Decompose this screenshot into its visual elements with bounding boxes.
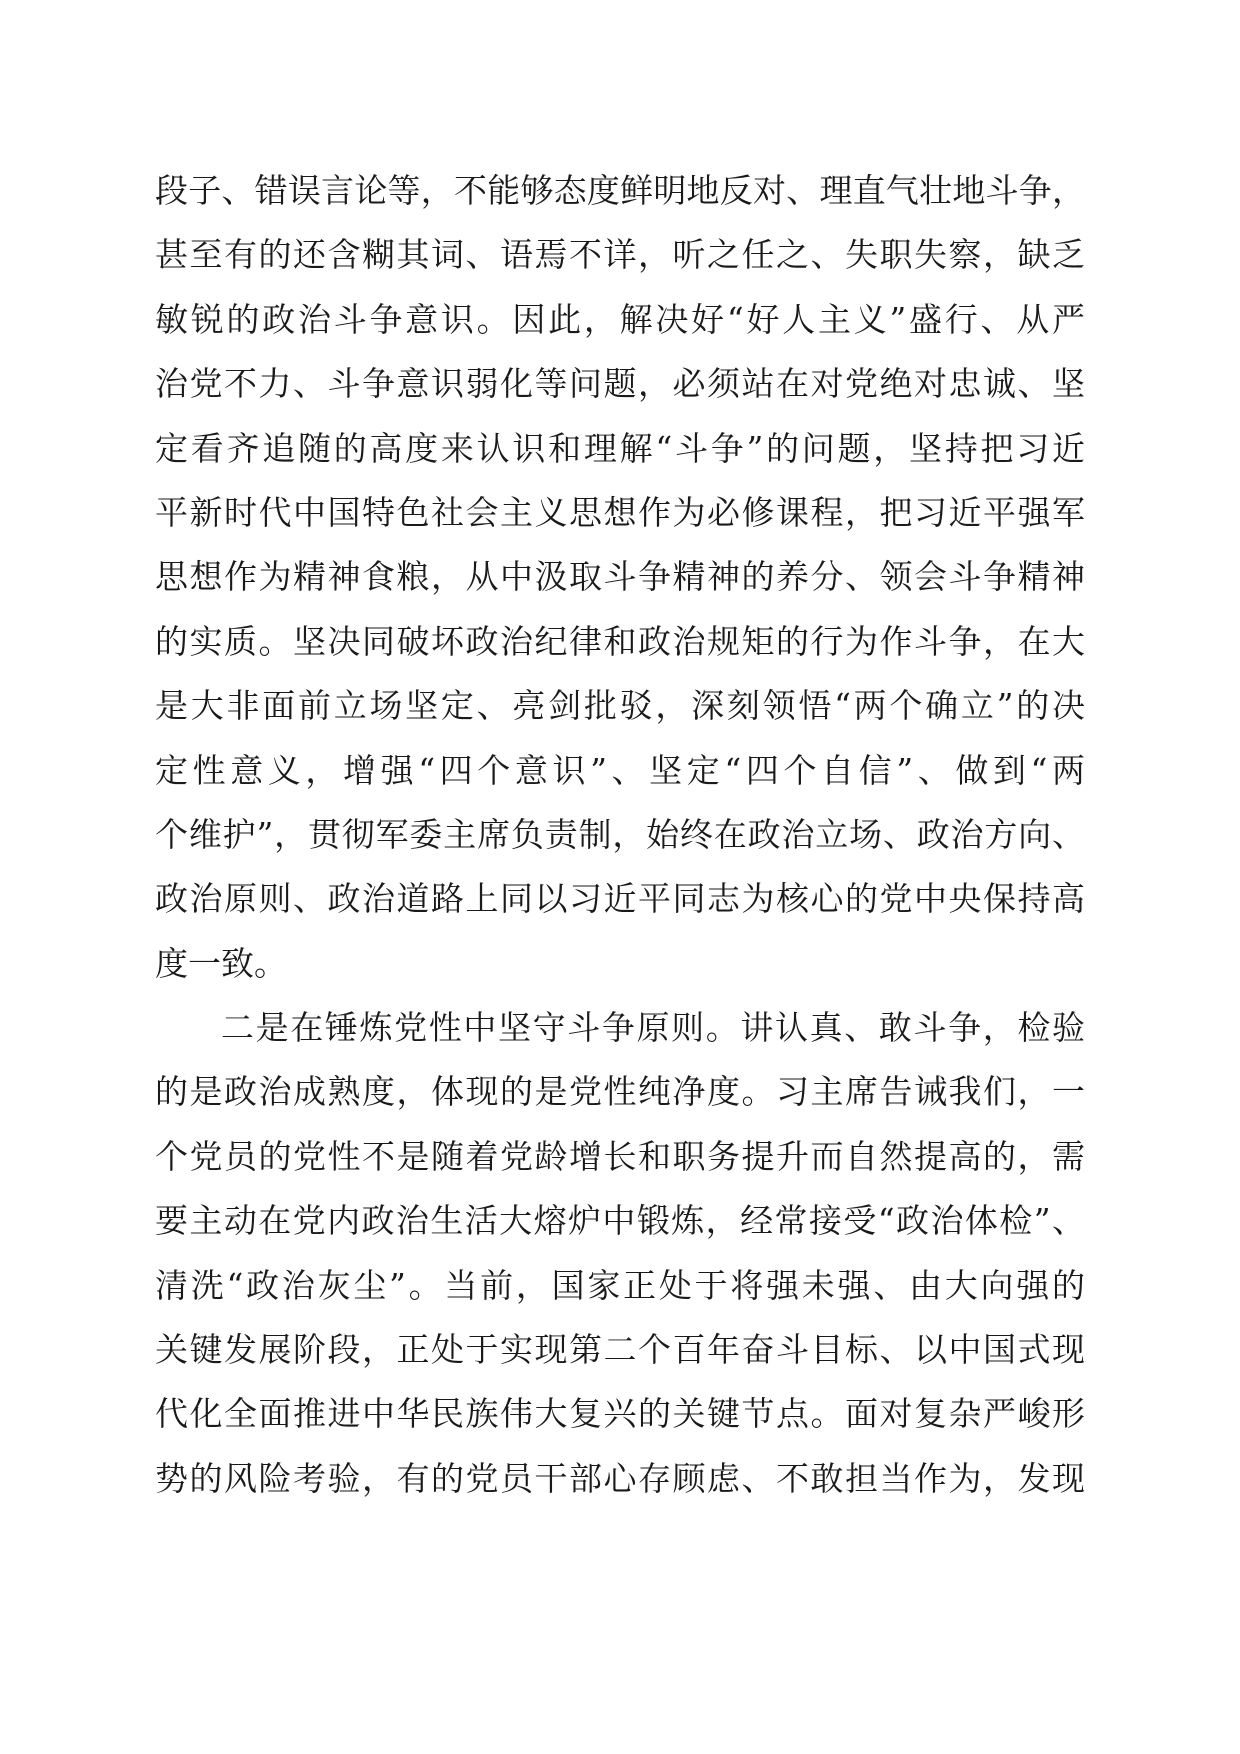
text-line: 段子、错误言论等，不能够态度鲜明地反对、理直气壮地斗争， [155, 171, 1085, 210]
text-line: 定看齐追随的高度来认识和理解“斗争”的问题，坚持把习近 [155, 428, 1085, 468]
text-line: 清洗“政治灰尘”。当前，国家正处于将强未强、由大向强的 [155, 1265, 1085, 1305]
body-text [155, 159, 1085, 1511]
text-line: 度一致。 [155, 943, 287, 983]
text-line: 平新时代中国特色社会主义思想作为必修课程，把习近平强军 [155, 492, 1085, 532]
text-line: 政治原则、政治道路上同以习近平同志为核心的党中央保持高 [155, 879, 1085, 919]
text-line: 是大非面前立场坚定、亮剑批驳，深刻领悟“两个确立”的决 [155, 686, 1085, 726]
text-line: 的实质。坚决同破坏政治纪律和政治规矩的行为作斗争，在大 [155, 621, 1085, 661]
text-line: 思想作为精神食粮，从中汲取斗争精神的养分、领会斗争精神 [155, 557, 1085, 597]
text-line: 个党员的党性不是随着党龄增长和职务提升而自然提高的，需 [155, 1136, 1085, 1176]
text-line: 敏锐的政治斗争意识。因此，解决好“好人主义”盛行、从严 [155, 299, 1085, 339]
text-line: 甚至有的还含糊其词、语焉不详，听之任之、失职失察，缺乏 [155, 235, 1085, 275]
text-line: 要主动在党内政治生活大熔炉中锻炼，经常接受“政治体检”、 [155, 1201, 1085, 1241]
text-line: 的是政治成熟度，体现的是党性纯净度。习主席告诫我们，一 [155, 1072, 1085, 1112]
text-line: 关键发展阶段，正处于实现第二个百年奋斗目标、以中国式现 [155, 1330, 1085, 1370]
text-line: 代化全面推进中华民族伟大复兴的关键节点。面对复杂严峻形 [155, 1394, 1085, 1434]
text-line: 势的风险考验，有的党员干部心存顾虑、不敢担当作为，发现 [155, 1458, 1085, 1498]
text-line: 治党不力、斗争意识弱化等问题，必须站在对党绝对忠诚、坚 [155, 364, 1085, 404]
paragraph-first-line: 二是在锤炼党性中坚守斗争原则。讲认真、敢斗争，检验 [221, 1008, 1085, 1048]
text-line: 个维护”，贯彻军委主席负责制，始终在政治立场、政治方向、 [155, 814, 1085, 854]
text-line: 定性意义，增强“四个意识”、坚定“四个自信”、做到“两 [155, 750, 1085, 790]
